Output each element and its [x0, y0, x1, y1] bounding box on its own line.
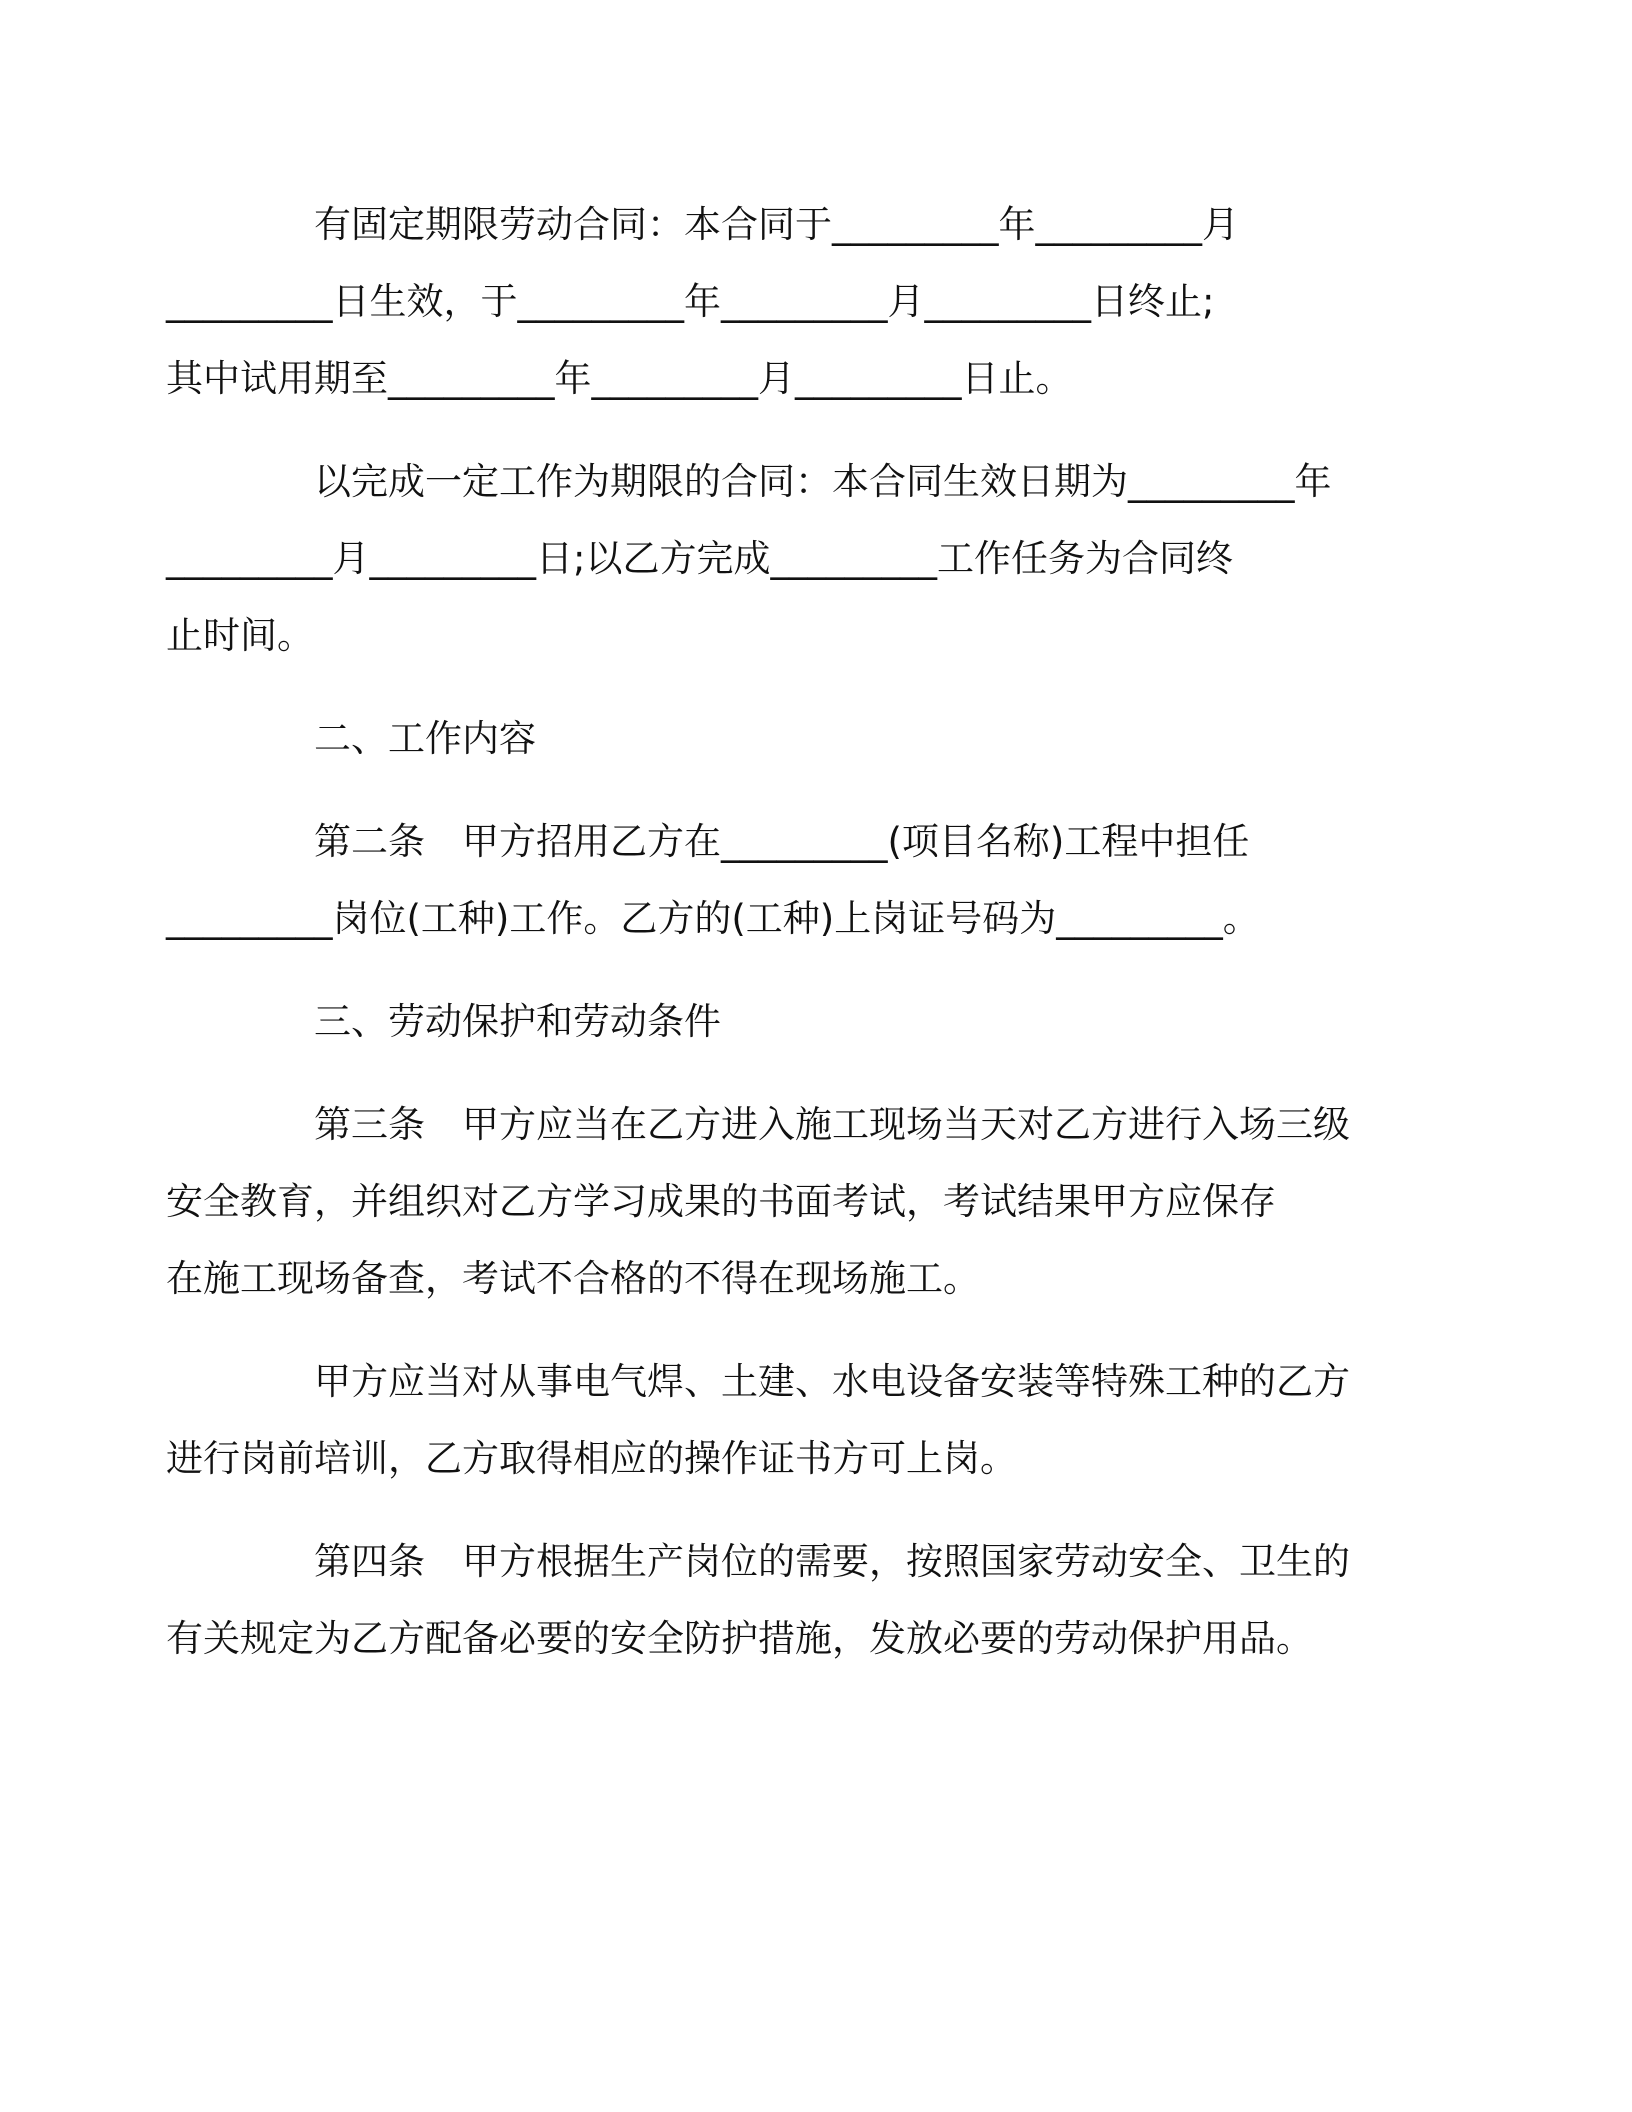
document-body	[166, 186, 1370, 1703]
text-line: 其中试用期至_________年_________月_________日止。	[166, 357, 1073, 400]
text-line: 进行岗前培训，乙方取得相应的操作证书方可上岗。	[166, 1437, 1017, 1480]
paragraph-fixed-term	[166, 186, 1370, 417]
text-line: 在施工现场备查，考试不合格的不得在现场施工。	[166, 1257, 980, 1300]
text-line: 以完成一定工作为期限的合同：本合同生效日期为_________年	[314, 460, 1332, 503]
text-line: 有关规定为乙方配备必要的安全防护措施，发放必要的劳动保护用品。	[166, 1617, 1313, 1660]
text-line: 第四条 甲方根据生产岗位的需要，按照国家劳动安全、卫生的	[314, 1540, 1350, 1583]
paragraph-special-training	[166, 1343, 1370, 1497]
text-line: 有固定期限劳动合同：本合同于_________年_________月	[314, 203, 1239, 246]
text-line: 甲方应当对从事电气焊、土建、水电设备安装等特殊工种的乙方	[314, 1360, 1350, 1403]
paragraph-task-term	[166, 443, 1370, 674]
section-heading-labor-protection: 三、劳动保护和劳动条件	[314, 1000, 721, 1043]
paragraph-article-2	[166, 803, 1370, 957]
text-line: 第二条 甲方招用乙方在_________(项目名称)工程中担任	[314, 820, 1250, 863]
text-line: _________岗位(工种)工作。乙方的(工种)上岗证号码为_________。	[166, 897, 1260, 940]
text-line: _________日生效，于_________年_________月_________日终止;	[166, 280, 1215, 323]
text-line: 止时间。	[166, 614, 314, 657]
text-line: 第三条 甲方应当在乙方进入施工现场当天对乙方进行入场三级	[314, 1103, 1350, 1146]
text-line: _________月_________日;以乙方完成_________工作任务为合同终	[166, 537, 1233, 580]
text-line: 安全教育，并组织对乙方学习成果的书面考试，考试结果甲方应保存	[166, 1180, 1276, 1223]
paragraph-article-3	[166, 1086, 1370, 1317]
section-heading-work-content: 二、工作内容	[314, 717, 536, 760]
paragraph-article-4	[166, 1523, 1370, 1677]
